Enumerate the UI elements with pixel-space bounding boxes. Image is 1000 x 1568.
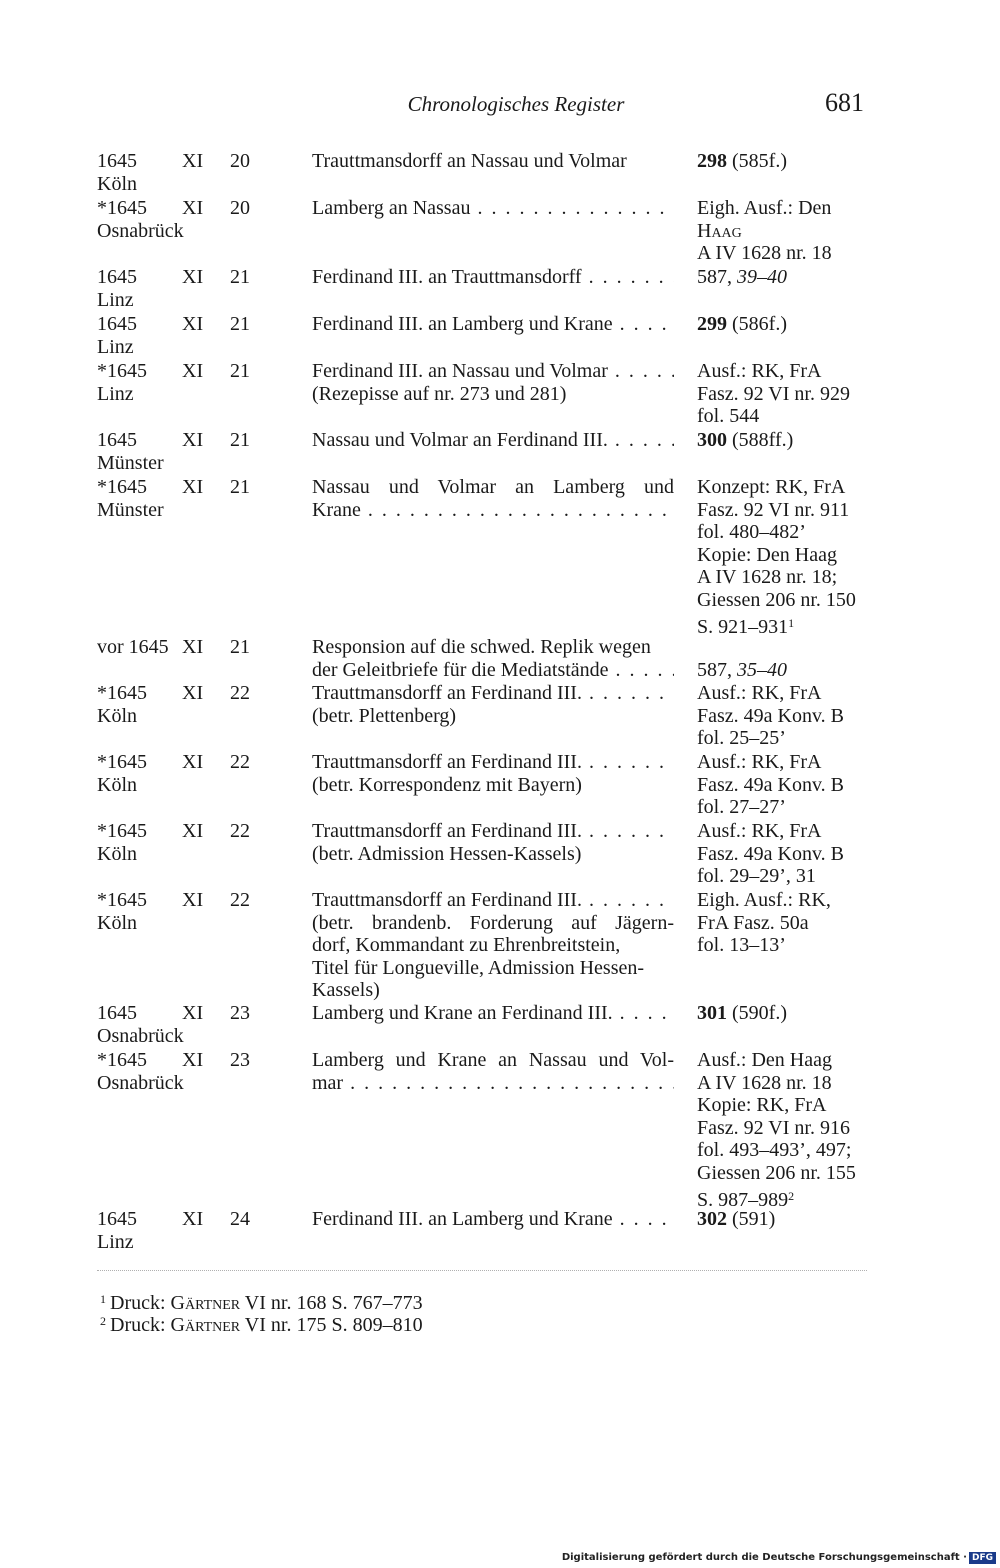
entry-year: 1645 [97, 1208, 137, 1230]
source-line: Ausf.: RK, FrA [697, 682, 822, 704]
dfg-logo: DFG [969, 1552, 996, 1564]
entry-place: Münster [97, 451, 164, 474]
entry-place: Köln [97, 911, 137, 934]
entry-day: 23 [230, 1002, 250, 1024]
footnote-label: Druck: [110, 1314, 171, 1336]
document-number: 299 [697, 313, 727, 335]
page-ref: 587, [697, 266, 737, 288]
entry-place: Linz [97, 1230, 134, 1253]
title-line: (Rezepisse auf nr. 273 und 281) [312, 382, 567, 405]
credit-text: Digitalisierung gefördert durch die Deutsche Forschungsgemeinschaft · [561, 1552, 967, 1563]
entry-title [312, 197, 674, 220]
title-line: mar . . . [312, 1072, 674, 1095]
entry-year: *1645 [97, 682, 147, 704]
page-number: 681 [825, 88, 864, 117]
footnote [100, 1292, 423, 1315]
page-ref: (590f.) [727, 1002, 787, 1024]
footnote-author: Gärtner [170, 1314, 241, 1336]
entry-day: 21 [230, 313, 250, 335]
entry-month: XI [182, 266, 204, 288]
entry-year: 1645 [97, 1002, 137, 1024]
source-line: S. 987–989 [697, 1188, 789, 1211]
entry-month: XI [182, 197, 204, 219]
footnote-text: VI nr. 175 S. 809–810 [240, 1314, 423, 1336]
entry-source [697, 150, 887, 173]
entry-place: Osnabrück [97, 219, 184, 242]
source-line: S. 921–931 [697, 615, 789, 638]
entry-year: 1645 [97, 429, 137, 451]
document-number: 301 [697, 1002, 727, 1024]
source-line: Fasz. 49a Konv. B [697, 773, 845, 796]
entry-place: Köln [97, 773, 137, 796]
page-ref: 587, [697, 658, 737, 681]
entry-source [697, 429, 887, 452]
entry-title [312, 820, 674, 865]
entry-month: XI [182, 1049, 204, 1071]
entry-month: XI [182, 476, 204, 498]
entry-month: XI [182, 360, 204, 382]
entry-title [312, 476, 674, 521]
entry-place: Köln [97, 172, 137, 195]
source-line: fol. 493–493’, 497; [697, 1139, 852, 1162]
source-line: A IV 1628 nr. 18 [697, 1071, 832, 1094]
entry-title [312, 751, 674, 796]
document-number: 298 [697, 150, 727, 172]
source-line: fol. 25–25’ [697, 727, 786, 750]
source-line: Fasz. 92 VI nr. 916 [697, 1116, 850, 1139]
entry-title [312, 889, 674, 1002]
footnote-number: 2 [100, 1314, 106, 1328]
entry-month: XI [182, 150, 204, 172]
entry-title [312, 429, 674, 452]
entry-year: 1645 [97, 150, 137, 172]
source-line: A IV 1628 nr. 18; [697, 566, 838, 589]
title-line: Trauttmansdorff an Ferdinand III. . . . [312, 751, 674, 774]
title-line: Nassau und Volmar an Lamberg und [312, 476, 674, 498]
entry-place: Linz [97, 382, 134, 405]
source-line: Eigh. Ausf.: Den [697, 197, 832, 219]
entry-year: *1645 [97, 360, 147, 382]
source-line: fol. 544 [697, 405, 760, 428]
entry-day: 20 [230, 150, 250, 172]
source-line: Giessen 206 nr. 150 [697, 588, 856, 611]
entry-title [312, 1208, 674, 1231]
page-ref: (591) [727, 1208, 776, 1230]
source-line: Ausf.: Den Haag [697, 1049, 832, 1071]
page-ref: (586f.) [727, 313, 787, 335]
entry-title [312, 266, 674, 289]
entry-title [312, 360, 674, 405]
document-number: 302 [697, 1208, 727, 1230]
source-line: Eigh. Ausf.: RK, [697, 889, 831, 911]
entry-place: Linz [97, 335, 134, 358]
source-line: fol. 27–27’ [697, 796, 786, 819]
entry-year: *1645 [97, 197, 147, 219]
entry-title [312, 313, 674, 336]
entry-month: XI [182, 429, 204, 451]
entry-year: *1645 [97, 751, 147, 773]
source-line: Kopie: Den Haag [697, 543, 837, 566]
entry-source [697, 360, 887, 428]
source-line: Haag [697, 219, 742, 242]
title-line: Ferdinand III. an Nassau und Volmar . . . [312, 360, 674, 383]
source-line: Konzept: RK, FrA [697, 476, 846, 498]
line-ref: 35–40 [737, 658, 787, 681]
entry-title [312, 682, 674, 727]
entry-place: Linz [97, 288, 134, 311]
source-line: A IV 1628 nr. 18 [697, 242, 832, 265]
footnote-author: Gärtner [170, 1292, 241, 1314]
source-line: fol. 13–13’ [697, 934, 786, 957]
title-line: (betr. brandenb. Forderung auf Jägern- [312, 911, 674, 934]
title-line: Nassau und Volmar an Ferdinand III. . . . [312, 429, 674, 452]
source-line: Fasz. 49a Konv. B [697, 842, 845, 865]
entry-source [697, 682, 887, 750]
footnote-text: VI nr. 168 S. 767–773 [240, 1292, 423, 1314]
entry-source [697, 1049, 887, 1211]
footnote [100, 1314, 423, 1337]
entry-day: 21 [230, 266, 250, 288]
source-line: Fasz. 49a Konv. B [697, 704, 845, 727]
source-line: fol. 29–29’, 31 [697, 865, 816, 888]
entry-month: XI [182, 751, 204, 773]
title-line: Ferdinand III. an Lamberg und Krane . . . [312, 1208, 674, 1231]
entry-year: 1645 [97, 266, 137, 288]
title-line: Lamberg und Krane an Nassau und Vol- [312, 1049, 674, 1071]
title-line: Trauttmansdorff an Ferdinand III. . . . [312, 889, 674, 912]
entry-place: Köln [97, 842, 137, 865]
entry-title [312, 1049, 674, 1094]
entry-month: XI [182, 1002, 204, 1024]
entry-year: *1645 [97, 889, 147, 911]
footnote-number: 1 [100, 1292, 106, 1306]
source-line: Giessen 206 nr. 155 [697, 1161, 856, 1184]
entry-day: 22 [230, 820, 250, 842]
entry-place: Münster [97, 498, 164, 521]
footnote-label: Druck: [110, 1292, 171, 1314]
title-line: Lamberg an Nassau . . . [312, 197, 674, 220]
entry-source [697, 476, 887, 638]
title-line: Lamberg und Krane an Ferdinand III. . . . [312, 1002, 674, 1025]
entry-day: 20 [230, 197, 250, 219]
entry-place: Osnabrück [97, 1024, 184, 1047]
title-line: Kassels) [312, 979, 380, 1002]
page-ref: (585f.) [727, 150, 787, 172]
entry-place: Köln [97, 704, 137, 727]
title-line: (betr. Plettenberg) [312, 704, 457, 727]
entry-day: 21 [230, 360, 250, 382]
title-line: Titel für Longueville, Admission Hessen- [312, 956, 645, 979]
source-line: Ausf.: RK, FrA [697, 820, 822, 842]
title-line: der Geleitbriefe für die Mediatstände . . . [312, 659, 674, 682]
entry-year: vor 1645 [97, 636, 169, 658]
source-line: fol. 480–482’ [697, 521, 806, 544]
title-line: (betr. Admission Hessen-Kassels) [312, 842, 582, 865]
entry-source [697, 659, 887, 682]
source-line: Fasz. 92 VI nr. 911 [697, 498, 850, 521]
title-line: Responsion auf die schwed. Replik wegen [312, 636, 651, 658]
entry-day: 23 [230, 1049, 250, 1071]
entry-month: XI [182, 313, 204, 335]
entry-source [697, 197, 887, 265]
source-line: Fasz. 92 VI nr. 929 [697, 382, 850, 405]
entry-title [312, 1002, 674, 1025]
entry-month: XI [182, 682, 204, 704]
entry-month: XI [182, 1208, 204, 1230]
source-line: Ausf.: RK, FrA [697, 360, 822, 382]
entry-day: 21 [230, 636, 250, 658]
entry-year: 1645 [97, 313, 137, 335]
footnote-divider [97, 1270, 867, 1271]
entry-year: *1645 [97, 820, 147, 842]
title-line: Krane . . . [312, 499, 674, 522]
entry-day: 21 [230, 476, 250, 498]
entry-month: XI [182, 889, 204, 911]
entry-month: XI [182, 636, 204, 658]
entry-day: 22 [230, 751, 250, 773]
entry-day: 22 [230, 889, 250, 911]
entry-year: *1645 [97, 1049, 147, 1071]
title-line: Ferdinand III. an Lamberg und Krane . . . [312, 313, 674, 336]
entry-day: 22 [230, 682, 250, 704]
entry-title [312, 636, 674, 681]
entry-source [697, 1002, 887, 1025]
title-line: Trauttmansdorff an Ferdinand III. . . . [312, 682, 674, 705]
entry-day: 21 [230, 429, 250, 451]
entry-title [312, 150, 674, 173]
footnote-mark: 2 [788, 1188, 795, 1203]
title-line: dorf, Kommandant zu Ehrenbreitstein, [312, 934, 621, 957]
digitization-credit [562, 1552, 996, 1564]
source-line: Ausf.: RK, FrA [697, 751, 822, 773]
entry-year: *1645 [97, 476, 147, 498]
title-line: (betr. Korrespondenz mit Bayern) [312, 773, 582, 796]
line-ref: 39–40 [737, 266, 787, 288]
source-line: Kopie: RK, FrA [697, 1094, 827, 1117]
entry-source [697, 313, 887, 336]
source-line: FrA Fasz. 50a [697, 911, 809, 934]
document-number: 300 [697, 429, 727, 451]
entry-source [697, 266, 887, 289]
title-line: Ferdinand III. an Trauttmansdorff . . . [312, 266, 674, 289]
entry-source [697, 1208, 887, 1231]
page-ref: (588ff.) [727, 429, 794, 451]
entry-source [697, 751, 887, 819]
entry-place: Osnabrück [97, 1071, 184, 1094]
title-line: Trauttmansdorff an Nassau und Volmar [312, 150, 627, 172]
entry-source [697, 889, 887, 957]
entry-month: XI [182, 820, 204, 842]
entry-day: 24 [230, 1208, 250, 1230]
running-title: Chronologisches Register [407, 92, 625, 116]
entry-source [697, 820, 887, 888]
footnote-mark: 1 [788, 615, 795, 630]
title-line: Trauttmansdorff an Ferdinand III. . . . [312, 820, 674, 843]
